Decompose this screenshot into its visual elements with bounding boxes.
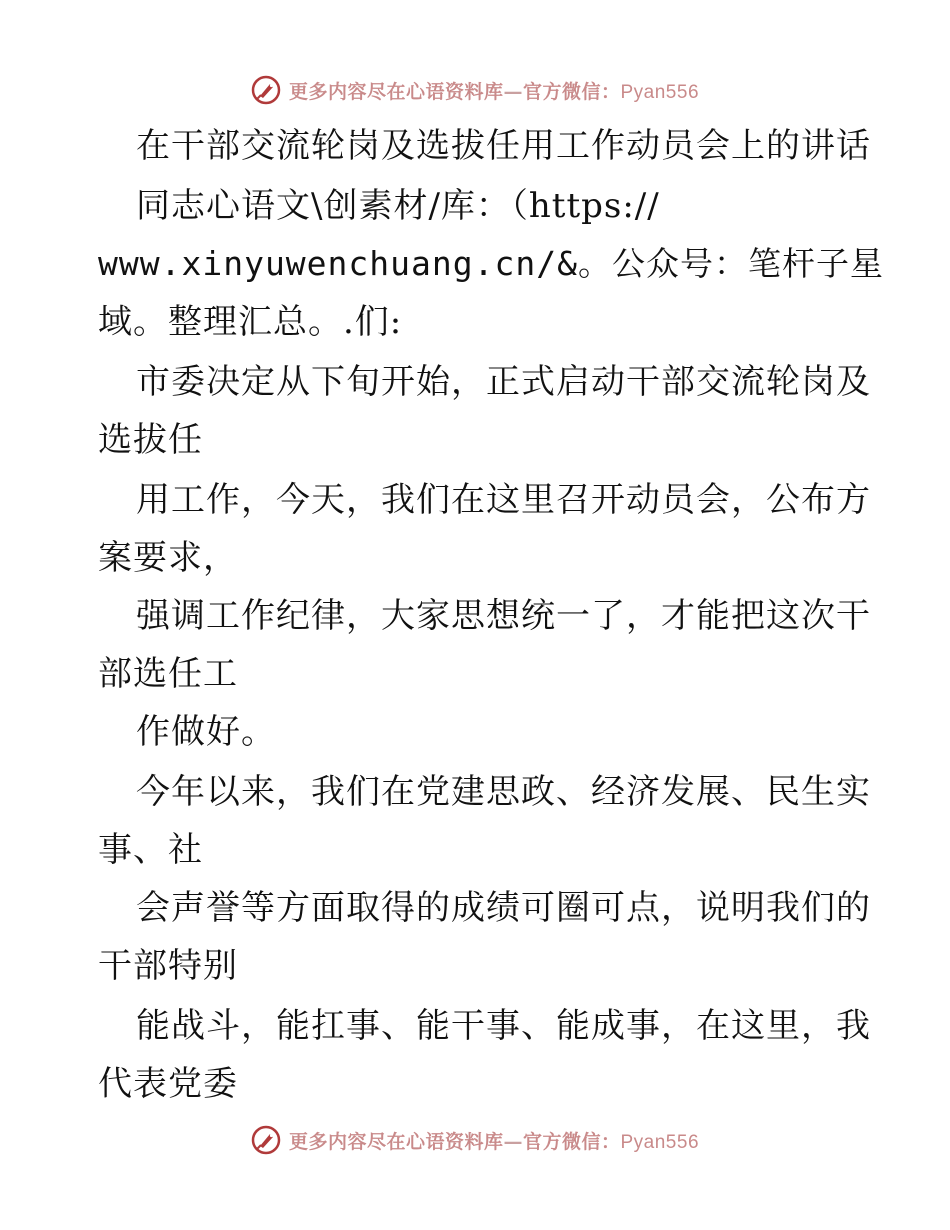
text-line: 代表党委 <box>98 1064 238 1104</box>
text-line: 事、社 <box>98 830 203 870</box>
watermark-text: 更多内容尽在心语资料库—官方微信：Pyan556 <box>288 80 700 103</box>
text-line: 作做好。 <box>136 712 276 752</box>
text-line: 选拔任 <box>98 420 203 460</box>
text-line: 市委决定从下旬开始，正式启动干部交流轮岗及 <box>136 362 871 402</box>
text-line: 会声誉等方面取得的成绩可圈可点，说明我们的 <box>136 888 871 928</box>
text-line: www.xinyuwenchuang.cn/&。公众号：笔杆子星 <box>98 244 884 283</box>
text-line: 强调工作纪律，大家思想统一了，才能把这次干 <box>136 596 871 636</box>
text-line: 干部特别 <box>98 946 238 986</box>
footer-watermark-banner <box>0 1120 950 1160</box>
header-watermark-banner <box>0 70 950 110</box>
text-line: 同志心语文\创素材/库：（https:// <box>136 186 660 226</box>
document-title: 在干部交流轮岗及选拔任用工作动员会上的讲话 <box>136 126 871 166</box>
watermark-text: 更多内容尽在心语资料库—官方微信：Pyan556 <box>288 1130 700 1153</box>
text-line: 用工作，今天，我们在这里召开动员会，公布方 <box>136 480 871 520</box>
pen-nib-logo-icon <box>251 1125 281 1155</box>
text-line: 部选任工 <box>98 654 238 694</box>
text-line: 能战斗，能扛事、能干事、能成事，在这里，我 <box>136 1006 871 1046</box>
pen-nib-logo-icon <box>251 75 281 105</box>
text-line: 域。整理汇总。.们: <box>98 302 403 342</box>
text-line: 案要求， <box>98 538 238 578</box>
text-line: 今年以来，我们在党建思政、经济发展、民生实 <box>136 772 871 812</box>
